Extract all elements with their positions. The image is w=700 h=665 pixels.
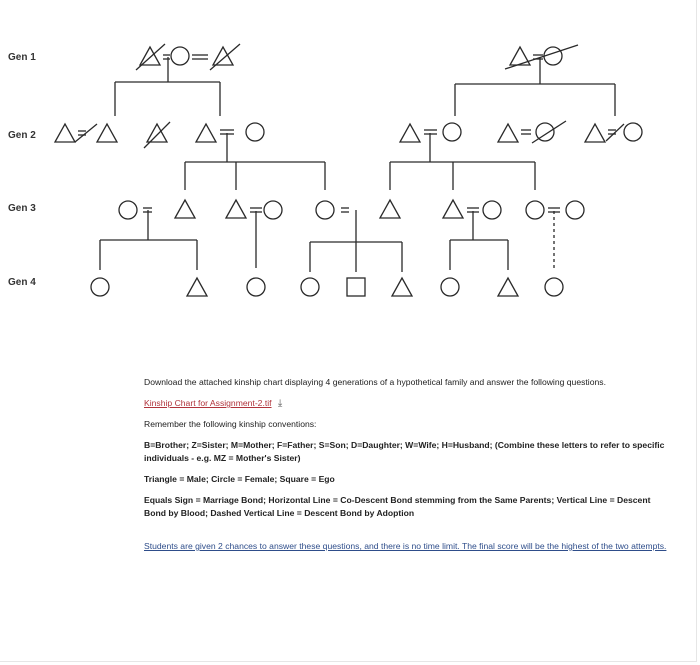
gen2-female <box>624 123 642 141</box>
gen2-male <box>196 124 216 142</box>
gen-2-label: Gen 2 <box>8 130 36 141</box>
gen-3-label: Gen 3 <box>8 203 36 214</box>
gen4-female <box>441 278 459 296</box>
gen1-male-deceased <box>213 47 233 65</box>
symbols-text: Triangle = Male; Circle = Female; Square = Ego <box>144 474 335 484</box>
gen2-male <box>498 124 518 142</box>
gen3-female <box>483 201 501 219</box>
gen3-female <box>316 201 334 219</box>
gen1-left-couple <box>115 44 240 116</box>
gen4-female <box>91 278 109 296</box>
gen1-female <box>171 47 189 65</box>
remember-text: Remember the following kinship conventions: <box>144 419 317 429</box>
lines-text: Equals Sign = Marriage Bond; Horizontal Line = Co-Descent Bond stemming from the Same Parents; Vertical Line = Descent Bond by Blood; Dashed Vertical Line = Descent Bond by Adoption <box>144 495 651 518</box>
gen4-male <box>187 278 207 296</box>
gen4-female <box>301 278 319 296</box>
gen2-male <box>97 124 117 142</box>
gen2-male <box>55 124 75 142</box>
attachment-row <box>144 397 674 410</box>
intro-text: Download the attached kinship chart displaying 4 generations of a hypothetical family and answer the following questions. <box>144 377 606 387</box>
gen2-male-deceased <box>147 124 167 142</box>
gen2-female <box>443 123 461 141</box>
gen3-male <box>226 200 246 218</box>
gen4-female <box>545 278 563 296</box>
gen3-male <box>443 200 463 218</box>
gen3-male <box>175 200 195 218</box>
deceased-slash <box>75 124 97 142</box>
gen3-female <box>566 201 584 219</box>
gen2-male <box>400 124 420 142</box>
deceased-slash <box>505 45 578 69</box>
gen4-male <box>392 278 412 296</box>
gen3-row <box>119 200 584 268</box>
gen4-row <box>91 278 563 296</box>
gen1-male-deceased <box>140 47 160 65</box>
attachment-link[interactable]: Kinship Chart for Assignment-2.tif <box>144 398 272 408</box>
gen4-ego-square <box>347 278 365 296</box>
gen3-female <box>119 201 137 219</box>
gen2-row <box>55 121 642 162</box>
gen3-male <box>380 200 400 218</box>
gen4-male <box>498 278 518 296</box>
kin-codes-text: B=Brother; Z=Sister; M=Mother; F=Father; S=Son; D=Daughter; W=Wife; H=Husband; (Combine these letters to refer to specific individuals - e.g. MZ = Mother's Sister) <box>144 440 665 463</box>
gen1-female-deceased <box>544 47 562 65</box>
gen1-right-couple <box>455 45 615 116</box>
footer-note: Students are given 2 chances to answer these questions, and there is no time limit. The final score will be the highest of the two attempts. <box>144 541 667 551</box>
gen3-female <box>264 201 282 219</box>
gen2-female <box>246 123 264 141</box>
gen3-female <box>526 201 544 219</box>
gen-4-label: Gen 4 <box>8 277 36 288</box>
kinship-chart <box>0 0 700 330</box>
gen-1-label: Gen 1 <box>8 52 36 63</box>
download-icon[interactable]: ⤓ <box>277 398 283 409</box>
instructions <box>144 376 674 561</box>
deceased-slash <box>606 124 624 141</box>
gen2-male <box>585 124 605 142</box>
gen4-female <box>247 278 265 296</box>
deceased-slash <box>210 44 240 70</box>
deceased-slash <box>144 122 170 148</box>
